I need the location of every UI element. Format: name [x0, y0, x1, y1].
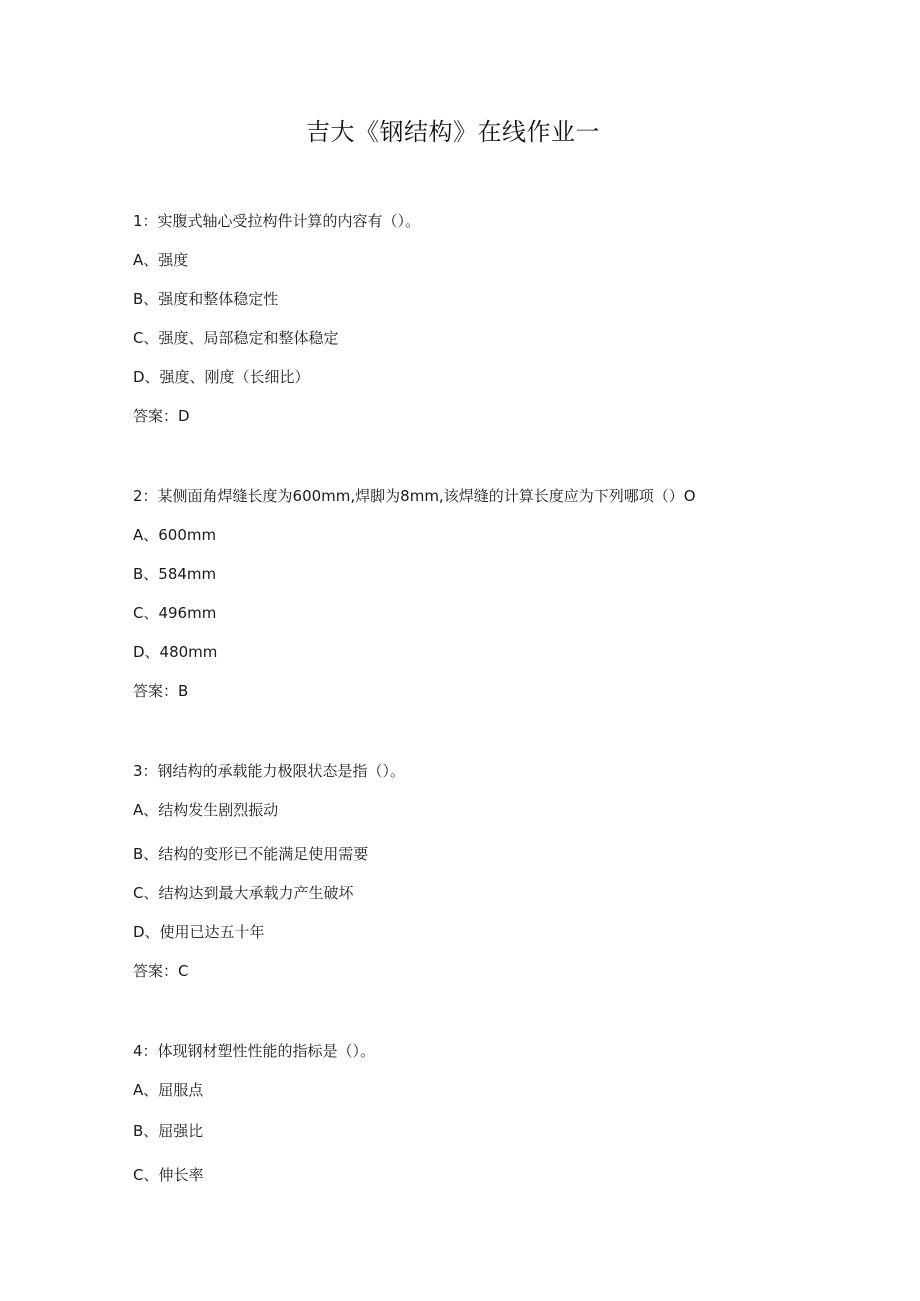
question-2-option-a: A、600mm	[133, 526, 217, 544]
question-4-option-a: A、屈服点	[133, 1081, 204, 1099]
question-2-answer: 答案：B	[133, 682, 189, 700]
question-1-answer: 答案：D	[133, 407, 190, 425]
question-4-option-b: B、屈强比	[133, 1122, 204, 1140]
question-4-option-c: C、伸长率	[133, 1166, 204, 1184]
question-3-stem: 3：钢结构的承载能力极限状态是指（）。	[133, 762, 406, 780]
question-3-answer: 答案：C	[133, 962, 189, 980]
question-2-option-c: C、496mm	[133, 604, 217, 622]
question-3-option-a: A、结构发生剧烈振动	[133, 801, 279, 819]
question-2-stem: 2：某侧面角焊缝长度为600mm,焊脚为8mm,该焊缝的计算长度应为下列哪项（）O	[133, 487, 696, 505]
question-3-option-b: B、结构的变形已不能满足使用需要	[133, 845, 369, 863]
document-title: 吉大《钢结构》在线作业一	[306, 118, 600, 146]
question-2-option-d: D、480mm	[133, 643, 218, 661]
question-1-option-c: C、强度、局部稳定和整体稳定	[133, 329, 339, 347]
question-3-option-c: C、结构达到最大承载力产生破坏	[133, 884, 354, 902]
question-2-option-b: B、584mm	[133, 565, 217, 583]
question-1-option-b: B、强度和整体稳定性	[133, 290, 279, 308]
question-1-option-a: A、强度	[133, 251, 189, 269]
question-4-stem: 4：体现钢材塑性性能的指标是（）。	[133, 1042, 376, 1060]
question-1-option-d: D、强度、刚度（长细比）	[133, 368, 310, 386]
question-3-option-d: D、使用已达五十年	[133, 923, 265, 941]
question-1-stem: 1：实腹式轴心受拉构件计算的内容有（）。	[133, 212, 421, 230]
